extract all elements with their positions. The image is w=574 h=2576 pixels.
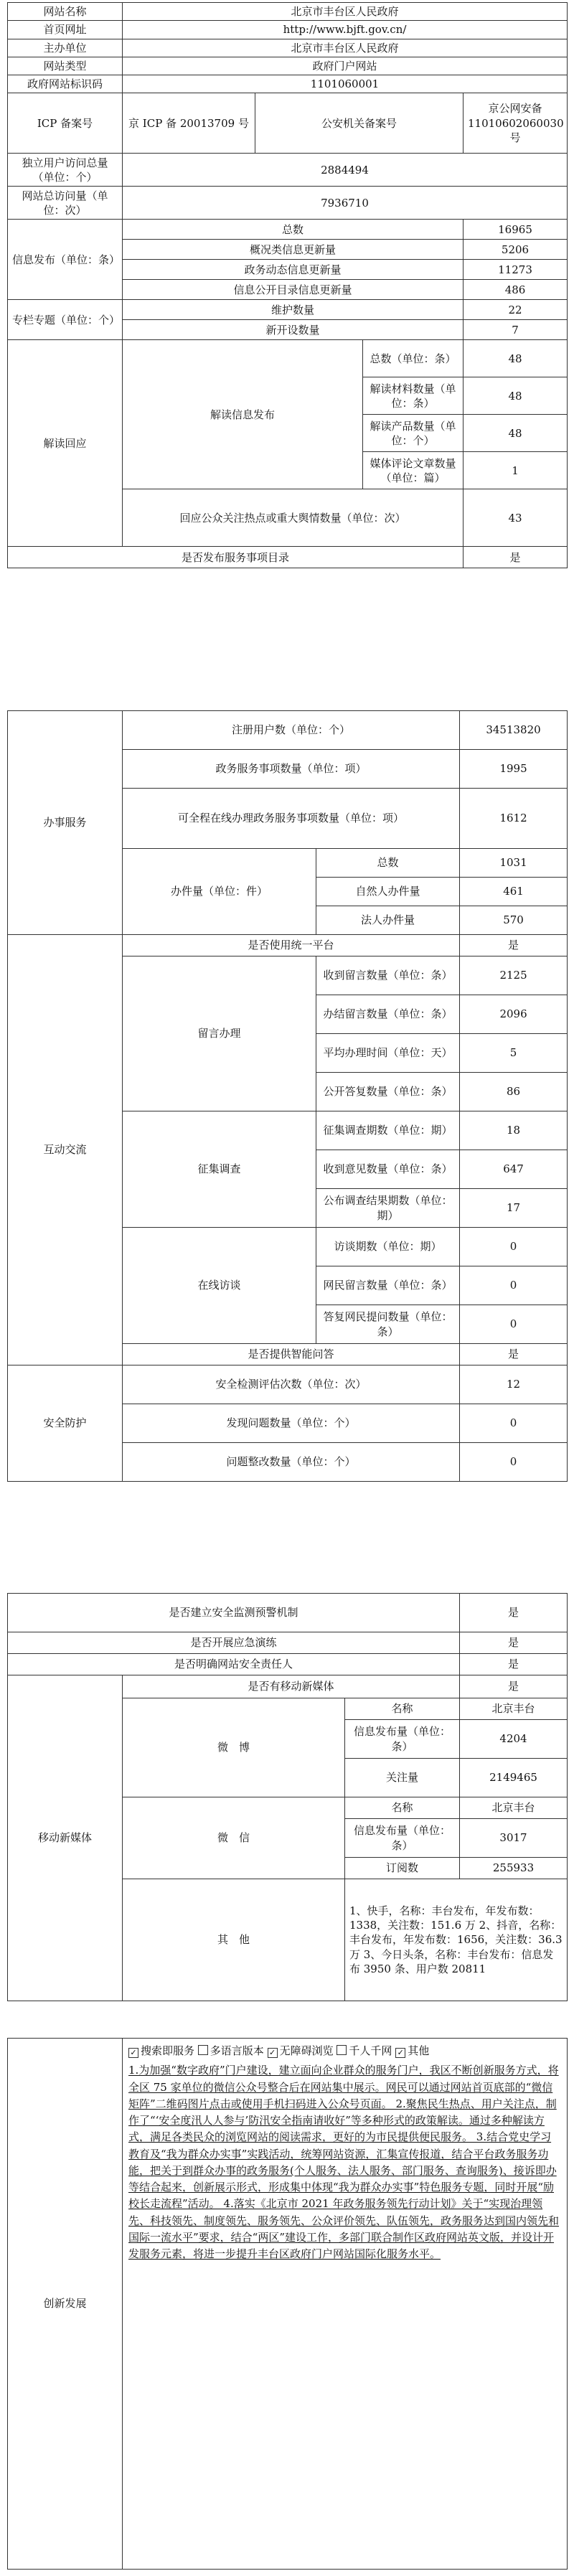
pv-label: 网站总访问量（单位：次）	[8, 187, 123, 220]
security-fixed-value: 0	[460, 1443, 568, 1482]
interp-response-label: 回应公众关注热点或重大舆情数量（单位：次）	[123, 489, 464, 547]
interp-material-value: 48	[464, 377, 568, 415]
service-items-value: 1995	[460, 750, 568, 789]
icp-label: ICP 备案号	[8, 93, 123, 154]
other-media-text: 1、快手，名称：丰台发布，年发布数：1338，关注数：151.6 万 2、抖音，名称：丰台发布，年发布数：1656，关注数：36.3 万 3、今日头条，名称：丰台发布：信息发布 3950 条、用户数 20811	[345, 1879, 568, 2001]
info-group-label: 信息发布（单位：条）	[8, 220, 123, 300]
weibo-label: 微 博	[123, 1698, 345, 1797]
smart-qa-label: 是否提供智能问答	[123, 1344, 460, 1365]
security-checks-label: 安全检测评估次数（单位：次）	[123, 1365, 460, 1404]
uv-label: 独立用户访问总量（单位：个）	[8, 154, 123, 187]
site-code-value: 1101060001	[123, 75, 568, 93]
owner-value: 是	[460, 1654, 568, 1675]
home-url-label: 首页网址	[8, 21, 123, 39]
drill-value: 是	[460, 1632, 568, 1654]
checkbox-icon[interactable]	[198, 2045, 208, 2055]
psb-value: 京公网安备11010602060030 号	[464, 93, 568, 154]
interp-media-value: 1	[464, 452, 568, 489]
survey-opinions-label: 收到意见数量（单位：条）	[316, 1150, 460, 1189]
smart-qa-value: 是	[460, 1344, 568, 1365]
platform-label: 是否使用统一平台	[123, 935, 460, 956]
site-code-label: 政府网站标识码	[8, 75, 123, 93]
interp-total-value: 48	[464, 340, 568, 377]
interp-media-label: 媒体评论文章数量（单位：篇）	[363, 452, 464, 489]
msg-avg-value: 5	[460, 1034, 568, 1073]
talk-msgs-label: 网民留言数量（单位：条）	[316, 1266, 460, 1305]
catalog-value: 是	[464, 547, 568, 568]
msg-group-label: 留言办理	[123, 956, 316, 1111]
site-type-label: 网站类型	[8, 57, 123, 75]
talk-ans-label: 答复网民提问数量（单位：条）	[316, 1305, 460, 1344]
wechat-posts-label: 信息发布量（单位：条）	[345, 1819, 460, 1858]
interp-product-value: 48	[464, 415, 568, 452]
weibo-posts-label: 信息发布量（单位：条）	[345, 1720, 460, 1759]
wechat-subs-label: 订阅数	[345, 1858, 460, 1879]
interact-group-label: 互动交流	[8, 935, 123, 1365]
talk-msgs-value: 0	[460, 1266, 568, 1305]
service-online-label: 可全程在线办理政务服务事项数量（单位：项）	[123, 789, 460, 849]
service-users-label: 注册用户数（单位：个）	[123, 711, 460, 750]
info-total-label: 总数	[123, 220, 464, 240]
handled-person-value: 461	[460, 878, 568, 906]
info-news-label: 政务动态信息更新量	[123, 260, 464, 280]
info-news-value: 11273	[464, 260, 568, 280]
service-interaction-table	[7, 710, 568, 1482]
service-group-label: 办事服务	[8, 711, 123, 935]
interp-product-label: 解读产品数量（单位：个）	[363, 415, 464, 452]
info-overview-label: 概况类信息更新量	[123, 240, 464, 260]
wechat-name-label: 名称	[345, 1797, 460, 1819]
info-catalog-label: 信息公开目录信息更新量	[123, 280, 464, 300]
innovation-table	[7, 2038, 568, 2570]
site-type-value: 政府门户网站	[123, 57, 568, 75]
wechat-name-value: 北京丰台	[460, 1797, 568, 1819]
survey-group-label: 征集调查	[123, 1111, 316, 1228]
uv-value: 2884494	[123, 154, 568, 187]
msg-public-label: 公开答复数量（单位：条）	[316, 1073, 460, 1111]
weibo-follow-value: 2149465	[460, 1759, 568, 1797]
wechat-subs-value: 255933	[460, 1858, 568, 1879]
drill-label: 是否开展应急演练	[8, 1632, 460, 1654]
home-url-value[interactable]: http://www.bjft.gov.cn/	[123, 21, 568, 39]
option-personalized[interactable]: 千人千网	[337, 2044, 392, 2057]
owner-label: 是否明确网站安全责任人	[8, 1654, 460, 1675]
checkbox-icon[interactable]	[337, 2045, 347, 2055]
icp-value: 京 ICP 备 20013709 号	[123, 93, 255, 154]
wechat-posts-value: 3017	[460, 1819, 568, 1858]
option-multilingual[interactable]: 多语言版本	[198, 2044, 264, 2057]
option-other[interactable]: ✓ 其他	[395, 2044, 429, 2057]
survey-results-value: 17	[460, 1189, 568, 1228]
mobile-has-value: 是	[460, 1675, 568, 1698]
site-name-label: 网站名称	[8, 3, 123, 21]
handled-total-label: 总数	[316, 849, 460, 878]
talk-count-label: 访谈期数（单位：期）	[316, 1228, 460, 1266]
interp-total-label: 总数（单位：条）	[363, 340, 464, 377]
interp-group-label: 解读回应	[8, 340, 123, 547]
security-issues-value: 0	[460, 1404, 568, 1443]
talk-group-label: 在线访谈	[123, 1228, 316, 1344]
service-items-label: 政务服务事项数量（单位：项）	[123, 750, 460, 789]
interp-material-label: 解读材料数量（单位：条）	[363, 377, 464, 415]
security-checks-value: 12	[460, 1365, 568, 1404]
platform-value: 是	[460, 935, 568, 956]
msg-received-value: 2125	[460, 956, 568, 995]
info-total-value: 16965	[464, 220, 568, 240]
option-search-service[interactable]: ✓ 搜索即服务	[128, 2044, 194, 2057]
host-label: 主办单位	[8, 39, 123, 57]
topic-new-value: 7	[464, 320, 568, 340]
topic-group-label: 专栏专题（单位：个）	[8, 300, 123, 340]
msg-done-value: 2096	[460, 995, 568, 1034]
wechat-label: 微 信	[123, 1797, 345, 1879]
talk-count-value: 0	[460, 1228, 568, 1266]
host-value: 北京市丰台区人民政府	[123, 39, 568, 57]
msg-done-label: 办结留言数量（单位：条）	[316, 995, 460, 1034]
site-name-value: 北京市丰台区人民政府	[123, 3, 568, 21]
survey-periods-label: 征集调查期数（单位：期）	[316, 1111, 460, 1150]
msg-received-label: 收到留言数量（单位：条）	[316, 956, 460, 995]
weibo-name-label: 名称	[345, 1698, 460, 1720]
talk-ans-value: 0	[460, 1305, 568, 1344]
mobile-group-label: 移动新媒体	[8, 1675, 123, 2001]
msg-public-value: 86	[460, 1073, 568, 1111]
info-overview-value: 5206	[464, 240, 568, 260]
checkbox-icon[interactable]: ✓	[128, 2048, 138, 2058]
survey-opinions-value: 647	[460, 1150, 568, 1189]
innovation-text: 1.为加强“数字政府”门户建设，建立面向企业群众的服务门户，我区不断创新服务方式，将全区 75 家单位的微信公众号整合后在网站集中展示。网民可以通过网站首页底部的“微信矩阵”二维码图片点击或使用手机扫码进入公众号页面。 2.聚焦民生热点、用户关注点，制作了“‘安全度汛人人参与’防汛安全指南请收好”等多种形式的政策解读。通过多种解读方式，满足各类民众的浏览网站的阅读需求，更好的为市民提供便民服务。 3.结合党史学习教育及“我为群众办实事”实践活动，统筹网站资源，汇集宣传报道，结合平台政务服务功能，把关于到群众办事的政务服务(个人服务、法人服务、部门服务、查询服务)、接诉即办等结合起来，创新展示形式，形成集中体现“我为群众办实事”特色服务专题，同时开展“励校长走流程”活动。 4.落实《北京市 2021 年政务服务领先行动计划》关于“实现治理领先、科技领先、制度领先、服务领先、公众评价领先、队伍领先，政务服务达到国内领先和国际一流水平”要求，结合“两区”建设工作，多部门联合制作区政府网站英文版，并设计开发服务元素，将进一步提升丰台区政府门户网站国际化服务水平。	[128, 2064, 560, 2260]
psb-label: 公安机关备案号	[255, 93, 464, 154]
pv-value: 7936710	[123, 187, 568, 220]
innovation-options	[128, 2043, 561, 2059]
security-group-label: 安全防护	[8, 1365, 123, 1482]
service-handled-label: 办件量（单位：件）	[123, 849, 316, 935]
security-media-table	[7, 1593, 568, 2001]
innovation-content	[123, 2039, 568, 2570]
topic-maint-label: 维护数量	[123, 300, 464, 320]
handled-legal-value: 570	[460, 906, 568, 935]
innovation-group-label: 创新发展	[8, 2039, 123, 2570]
weibo-follow-label: 关注量	[345, 1759, 460, 1797]
mobile-has-label: 是否有移动新媒体	[123, 1675, 460, 1698]
handled-total-value: 1031	[460, 849, 568, 878]
service-online-value: 1612	[460, 789, 568, 849]
handled-person-label: 自然人办件量	[316, 878, 460, 906]
security-fixed-label: 问题整改数量（单位：个）	[123, 1443, 460, 1482]
handled-legal-label: 法人办件量	[316, 906, 460, 935]
weibo-name-value: 北京丰台	[460, 1698, 568, 1720]
topic-new-label: 新开设数量	[123, 320, 464, 340]
msg-avg-label: 平均办理时间（单位：天）	[316, 1034, 460, 1073]
monitor-value: 是	[460, 1594, 568, 1632]
service-users-value: 34513820	[460, 711, 568, 750]
interp-response-value: 43	[464, 489, 568, 547]
survey-periods-value: 18	[460, 1111, 568, 1150]
info-catalog-value: 486	[464, 280, 568, 300]
weibo-posts-value: 4204	[460, 1720, 568, 1759]
option-accessibility[interactable]: ✓ 无障碍浏览	[268, 2044, 334, 2057]
catalog-label: 是否发布服务事项目录	[8, 547, 464, 568]
basic-info-table	[7, 2, 568, 568]
checkbox-icon[interactable]: ✓	[395, 2048, 405, 2058]
survey-results-label: 公布调查结果期数（单位：期）	[316, 1189, 460, 1228]
monitor-label: 是否建立安全监测预警机制	[8, 1594, 460, 1632]
other-media-label: 其 他	[123, 1879, 345, 2001]
security-issues-label: 发现问题数量（单位：个）	[123, 1404, 460, 1443]
interp-sub-label: 解读信息发布	[123, 340, 363, 489]
topic-maint-value: 22	[464, 300, 568, 320]
checkbox-icon[interactable]: ✓	[268, 2048, 278, 2058]
